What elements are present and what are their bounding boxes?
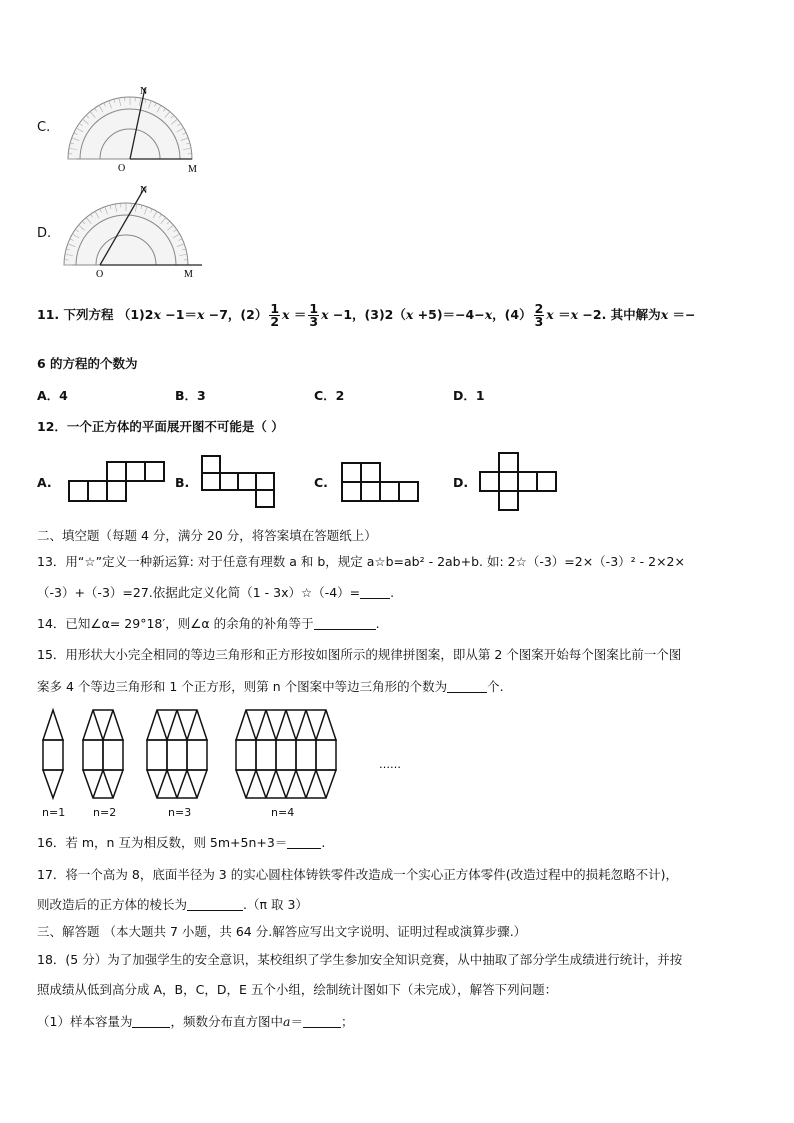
section-2-heading: 二、填空题（每题 4 分，满分 20 分，将答案填在答题纸上） (37, 528, 377, 543)
question-15-line1: 15．用形状大小完全相同的等边三角形和正方形按如图所示的规律拼图案，即从第 2 个图案开始每个图案比前一个图 (37, 647, 682, 662)
option-d-label[interactable]: D. (37, 226, 52, 241)
net-a-figure[interactable] (68, 461, 170, 503)
question-17-line2: 则改造后的正方体的棱长为 .（π 取 3） (37, 897, 308, 912)
question-16: 16．若 m，n 互为相反数，则 5m+5n+3＝ . (37, 835, 326, 850)
q11-option-c[interactable]: C．2 (314, 388, 345, 403)
q16-answer-blank[interactable] (287, 836, 321, 849)
question-11-line2: 6 的方程的个数为 (37, 356, 138, 371)
q12-option-a-label[interactable]: A. (37, 475, 52, 490)
q11-option-b[interactable]: B．3 (175, 388, 206, 403)
label-m: M (188, 164, 197, 175)
question-17-line1: 17．将一个高为 8，底面半径为 3 的实心圆柱体铸铁零件改造成一个实心正方体零件(改造过程中的损耗忽略不计)， (37, 867, 678, 882)
label-n: N (140, 185, 148, 196)
question-12-stem: 12．一个正方体的平面展开图不可能是（ ） (37, 419, 284, 434)
q18-sample-size-blank[interactable] (132, 1015, 170, 1028)
net-d-figure[interactable] (478, 451, 560, 513)
question-18-sub1: （1）样本容量为 ，频数分布直方图中a＝ ； (37, 1014, 354, 1029)
q18-a-value-blank[interactable] (303, 1015, 341, 1028)
pattern-label-n3: n=3 (168, 806, 192, 819)
question-13-line2: （-3）+（-3）=27.依据此定义化简（1 - 3x）☆（-4）= . (37, 585, 395, 600)
triangle-pattern-figure (36, 700, 416, 816)
net-b-figure[interactable] (200, 454, 280, 510)
q11-option-d[interactable]: D．1 (453, 388, 485, 403)
question-15-line2: 案多 4 个等边三角形和 1 个正方形，则第 n 个图案中等边三角形的个数为 个. (37, 679, 504, 694)
q12-option-c-label[interactable]: C. (314, 475, 328, 490)
label-o: O (118, 163, 126, 174)
pattern-label-n1: n=1 (42, 806, 66, 819)
q11-option-a[interactable]: A．4 (37, 388, 68, 403)
q13-answer-blank[interactable] (360, 586, 390, 599)
label-n: N (140, 86, 148, 97)
label-m: M (184, 269, 193, 278)
q15-answer-blank[interactable] (447, 680, 487, 693)
q14-answer-blank[interactable] (314, 617, 376, 630)
pattern-label-n4: n=4 (271, 806, 295, 819)
q12-option-d-label[interactable]: D. (453, 475, 469, 490)
question-18-line2: 照成绩从低到高分成 A，B，C，D，E 五个小组，绘制统计图如下（未完成），解答下列问题： (37, 982, 558, 997)
question-18-line1: 18．(5 分）为了加强学生的安全意识，某校组织了学生参加安全知识竞赛，从中抽取了部分学生成绩进行统计，并按 (37, 952, 683, 967)
question-11-line1: 11. 下列方程 （1)2x −1＝x −7，(2） $\frac{1}{2}$ x ＝ $\frac{1}{3}$ x −1，(3)2（x +5)＝−4−x，(4） $\frac{2}{3}$ x ＝x −2. 其中解为x ＝− (37, 301, 696, 329)
section-3-heading: 三、解答题 （本大题共 7 小题，共 64 分.解答应写出文字说明、证明过程或演算步骤.） (37, 924, 527, 939)
net-c-figure[interactable] (340, 461, 422, 503)
question-13-line1: 13．用“☆”定义一种新运算: 对于任意有理数 a 和 b，规定 a☆b=ab² - 2ab+b. 如: 2☆（-3）=2×（-3）² - 2×2× (37, 554, 685, 569)
q17-answer-blank[interactable] (187, 898, 243, 911)
pattern-label-n2: n=2 (93, 806, 117, 819)
protractor-d-figure[interactable] (60, 183, 210, 278)
label-o: O (96, 269, 104, 278)
option-c-label[interactable]: C. (37, 120, 51, 135)
q12-option-b-label[interactable]: B. (175, 475, 190, 490)
protractor-c-figure[interactable] (60, 84, 210, 179)
question-14: 14．已知∠α= 29°18′，则∠α 的余角的补角等于 . (37, 616, 380, 631)
pattern-ellipsis: …… (379, 758, 401, 771)
